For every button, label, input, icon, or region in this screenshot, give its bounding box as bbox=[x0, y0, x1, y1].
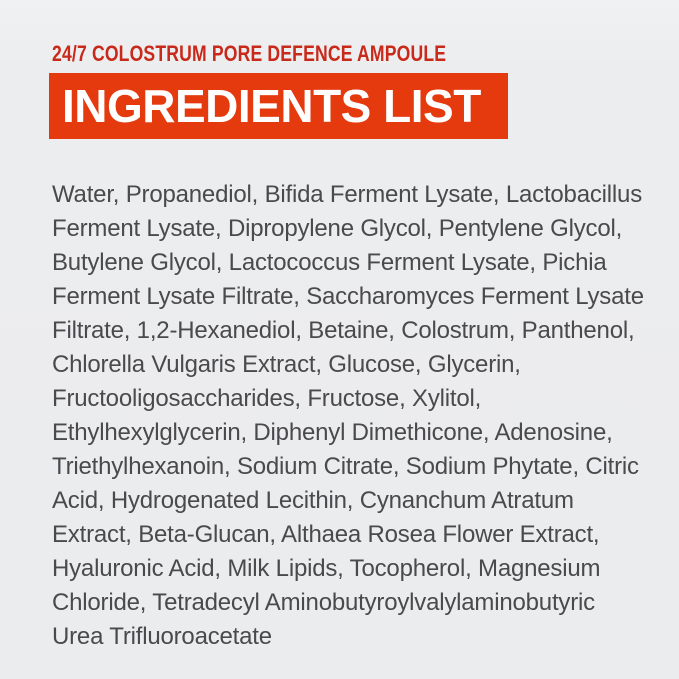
ingredients-line: Butylene Glycol, Lactococcus Ferment Lysate, Pichia bbox=[52, 249, 607, 276]
page-title: INGREDIENTS LIST bbox=[62, 80, 481, 132]
ingredients-line: Chlorella Vulgaris Extract, Glucose, Glycerin, bbox=[52, 351, 521, 378]
ingredients-line: Extract, Beta-Glucan, Althaea Rosea Flower Extract, bbox=[52, 521, 600, 548]
ingredients-line: Acid, Hydrogenated Lecithin, Cynanchum Atratum bbox=[52, 487, 574, 514]
ingredients-line: Chloride, Tetradecyl Aminobutyroylvalylaminobutyric bbox=[52, 589, 595, 616]
ingredients-line: Ethylhexylglycerin, Diphenyl Dimethicone, Adenosine, bbox=[52, 419, 613, 446]
ingredients-line: Ferment Lysate Filtrate, Saccharomyces Ferment Lysate bbox=[52, 283, 644, 310]
ingredients-list-text bbox=[52, 178, 644, 654]
ingredients-title-banner bbox=[49, 73, 508, 139]
ingredients-line: Water, Propanediol, Bifida Ferment Lysate, Lactobacillus bbox=[52, 181, 642, 208]
ingredients-line: Urea Trifluoroacetate bbox=[52, 623, 272, 650]
ingredients-line: Triethylhexanoin, Sodium Citrate, Sodium Phytate, Citric bbox=[52, 453, 639, 480]
product-name-label: 24/7 COLOSTRUM PORE DEFENCE AMPOULE bbox=[52, 41, 447, 66]
ingredients-line: Filtrate, 1,2-Hexanediol, Betaine, Colostrum, Panthenol, bbox=[52, 317, 635, 344]
ingredients-line: Hyaluronic Acid, Milk Lipids, Tocopherol, Magnesium bbox=[52, 555, 601, 582]
ingredients-line: Ferment Lysate, Dipropylene Glycol, Pentylene Glycol, bbox=[52, 215, 623, 242]
ingredients-line: Fructooligosaccharides, Fructose, Xylitol, bbox=[52, 385, 482, 412]
